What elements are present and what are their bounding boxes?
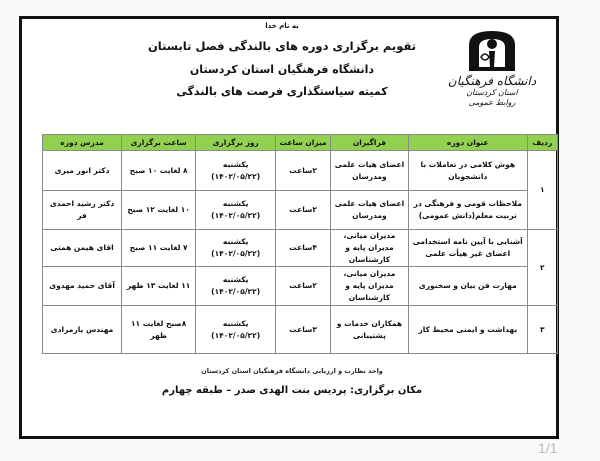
schedule-table xyxy=(42,134,558,354)
header-course-title: عنوان دوره xyxy=(408,135,527,151)
time: ۱۰ لغایت ۱۲ صبح xyxy=(122,191,196,230)
time: ۸صبح لغایت ۱۱ ظهر xyxy=(122,306,196,354)
participants: مدیران میانی، مدیران پایه و کارشناسان xyxy=(330,230,408,267)
table-row xyxy=(43,267,558,306)
header-hours: میزان ساعت xyxy=(276,135,331,151)
logo-line-university: دانشگاه فرهنگیان xyxy=(447,74,537,88)
hours: ۳ساعت xyxy=(276,306,331,354)
table-row xyxy=(43,151,558,191)
day: یکشنبه (۱۴۰۲/۰۵/۲۲) xyxy=(196,230,276,267)
table-row xyxy=(43,306,558,354)
committee-name: کمیته سیاستگذاری فرصت های بالندگی xyxy=(176,85,388,98)
instructor: آقای حمید مهدوی xyxy=(43,267,122,306)
day: یکشنبه (۱۴۰۲/۰۵/۲۲) xyxy=(196,306,276,354)
time: ۱۱ لغایت ۱۳ ظهر xyxy=(122,267,196,306)
hours: ۴ساعت xyxy=(276,230,331,267)
course-title: ملاحظات قومی و فرهنگی در تربیت معلم(دانش عمومی) xyxy=(408,191,527,230)
venue: مکان برگزاری: پردیس بنت الهدی صدر – طبقه چهارم xyxy=(161,385,423,396)
row-number: ۱ xyxy=(527,151,557,230)
logo-line-province: استان کردستان xyxy=(466,88,518,97)
table-header-row xyxy=(43,135,558,151)
participants: مدیران میانی، مدیران پایه و کارشناسان xyxy=(330,267,408,306)
day: یکشنبه (۱۴۰۲/۰۵/۲۲) xyxy=(196,191,276,230)
university-name: دانشگاه فرهنگیان استان کردستان xyxy=(189,63,375,76)
course-title: بهداشت و ایمنی محیط کار xyxy=(408,306,527,354)
hours: ۲ساعت xyxy=(276,267,331,306)
instructor: اقای هیمن همتی xyxy=(43,230,122,267)
course-title: هوش کلامی در تعاملات با دانشجویان xyxy=(408,151,527,191)
instructor: دکتر انور میری xyxy=(43,151,122,191)
page-indicator: 1/1 xyxy=(538,440,558,456)
time: ۸ لغایت ۱۰ صبح xyxy=(122,151,196,191)
header-time: ساعت برگزاری xyxy=(122,135,196,151)
course-title: مهارت فن بیان و سخنوری xyxy=(408,267,527,306)
participants: همکاران خدمات و پشتیبانی xyxy=(330,306,408,354)
document-title: تقویم برگزاری دوره های بالندگی فصل تابستان xyxy=(147,39,417,53)
day: یکشنبه (۱۴۰۲/۰۵/۲۲) xyxy=(196,151,276,191)
course-title: آشنایی با آیین نامه استخدامی اعضای غیر هیأت علمی xyxy=(408,230,527,267)
participants: اعضای هیات علمی ومدرسان xyxy=(330,191,408,230)
table-row xyxy=(43,230,558,267)
document-page xyxy=(19,16,559,439)
header-instructor: مدرس دوره xyxy=(43,135,122,151)
day: یکشنبه (۱۴۰۲/۰۵/۲۲) xyxy=(196,267,276,306)
table-row xyxy=(43,191,558,230)
participants: اعضای هیات علمی ومدرسان xyxy=(330,151,408,191)
footer-note: واحد نظارت و ارزیابی دانشگاه فرهنگیان استان کردستان xyxy=(201,367,383,375)
hours: ۲ساعت xyxy=(276,151,331,191)
header-row-number: ردیف xyxy=(527,135,557,151)
header-day: روز برگزاری xyxy=(196,135,276,151)
bismillah: به نام خدا xyxy=(265,22,299,30)
row-number: ۳ xyxy=(527,306,557,354)
header-participants: فراگیران xyxy=(330,135,408,151)
logo-line-public-relations: روابط عمومی xyxy=(468,98,516,107)
time: ۷ لغایت ۱۱ صبح xyxy=(122,230,196,267)
hours: ۲ساعت xyxy=(276,191,331,230)
row-number: ۲ xyxy=(527,230,557,306)
instructor: مهندس یارمرادی xyxy=(43,306,122,354)
instructor: دکتر رشید احمدی فر xyxy=(43,191,122,230)
